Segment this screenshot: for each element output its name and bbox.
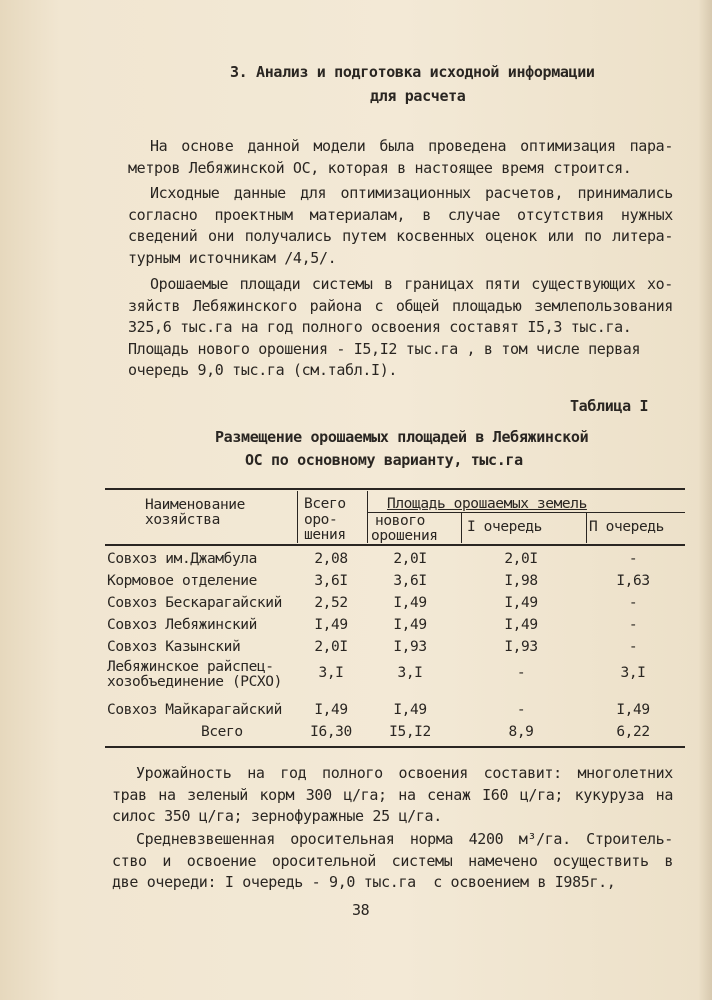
header-name: хозяйства: [145, 512, 220, 528]
row-new: I,93: [393, 639, 427, 655]
row-name: Совхоз Бескарагайский: [107, 595, 282, 611]
paragraph-line: силос 350 ц/га; зернофуражные 25 ц/га.: [112, 807, 442, 825]
row-new: 3,I: [397, 665, 423, 681]
header-new: нового: [375, 513, 425, 529]
row-queue2: 6,22: [616, 724, 650, 740]
column-divider: [297, 491, 298, 543]
column-divider: [586, 513, 587, 543]
header-total: Всего: [304, 496, 346, 512]
paragraph-line: сведений они получались путем косвенных оценок или по литера-: [128, 227, 673, 245]
row-queue1: I,49: [504, 595, 538, 611]
row-new: 2,0I: [393, 551, 427, 567]
row-new: 3,6I: [393, 573, 427, 589]
paragraph-line: трав на зеленый корм 300 ц/га; на сенаж I60 ц/га; кукуруза на: [112, 785, 673, 804]
row-queue1: 2,0I: [504, 551, 538, 567]
row-queue1: -: [516, 702, 526, 718]
table-bottom-rule: [105, 746, 685, 748]
paragraph-line: очередь 9,0 тыс.га (см.табл.I).: [128, 361, 398, 379]
paragraph-line: согласно проектным материалам, в случае отсутствия нужных: [128, 205, 673, 224]
row-queue1: I,93: [504, 639, 538, 655]
row-total: I,49: [314, 702, 348, 718]
header-total: оро-: [304, 512, 338, 528]
header-name: Наименование: [145, 497, 245, 513]
table-row-total: [105, 721, 685, 743]
row-total: 3,6I: [314, 573, 348, 589]
paragraph-2: [128, 183, 673, 269]
paragraph-4: [112, 763, 673, 828]
table-row: [105, 548, 685, 570]
table-row: [105, 614, 685, 636]
table-row: [105, 699, 685, 721]
paragraph-line: На основе данной модели была проведена оптимизация пара-: [150, 137, 673, 155]
row-queue2: -: [628, 551, 638, 567]
paragraph-3: [128, 274, 673, 382]
header-queue1: I очередь: [467, 519, 542, 535]
paragraph-line: метров Лебяжинской ОС, которая в настоящее время строится.: [128, 158, 632, 177]
row-name: Всего: [201, 724, 243, 740]
row-total: I,49: [314, 617, 348, 633]
paragraph-line: 325,6 тыс.га на год полного освоения составят I5,3 тыс.га.: [128, 318, 632, 336]
row-queue2: -: [628, 595, 638, 611]
row-name: Совхоз Лебяжинский: [107, 617, 257, 633]
row-new: I5,I2: [389, 724, 431, 740]
row-total: 3,I: [318, 665, 344, 681]
paragraph-5: [112, 829, 673, 894]
section-heading-line1: 3. Анализ и подготовка исходной информации: [230, 63, 595, 81]
row-queue2: -: [628, 617, 638, 633]
row-queue1: I,49: [504, 617, 538, 633]
paragraph-line: Орошаемые площади системы в границах пяти существующих хо-: [150, 275, 673, 293]
row-total: 2,08: [314, 551, 348, 567]
row-total: 2,0I: [314, 639, 348, 655]
paragraph-1: [128, 136, 673, 179]
table-caption-line1: Размещение орошаемых площадей в Лебяжинской: [215, 428, 589, 446]
table-row: [105, 659, 685, 697]
row-name: Кормовое отделение: [107, 573, 257, 589]
column-divider: [461, 513, 462, 543]
paragraph-line: Площадь нового орошения - I5,I2 тыс.га , в том числе первая: [128, 339, 641, 358]
paragraph-line: Исходные данные для оптимизационных расчетов, принимались: [150, 184, 673, 202]
row-new: I,49: [393, 595, 427, 611]
row-queue2: 3,I: [620, 665, 646, 681]
header-group: Площадь орошаемых земель: [387, 496, 587, 512]
paragraph-line: Средневзвешенная оросительная норма 4200 м³/га. Строитель-: [136, 830, 673, 848]
row-name: Лебяжинское райспец-: [107, 659, 274, 675]
paragraph-line: ство и освоение оросительной системы намечено осуществить в: [112, 851, 673, 870]
section-heading-line2: для расчета: [370, 87, 466, 105]
row-queue1: 8,9: [508, 724, 534, 740]
row-queue2: I,63: [616, 573, 650, 589]
row-new: I,49: [393, 617, 427, 633]
column-divider: [367, 491, 368, 543]
table-top-rule: [105, 488, 685, 490]
paragraph-line: Урожайность на год полного освоения составит: многолетних: [136, 764, 673, 782]
row-name: Совхоз Казынский: [107, 639, 241, 655]
table-row: [105, 592, 685, 614]
row-total: I6,30: [310, 724, 352, 740]
row-total: 2,52: [314, 595, 348, 611]
row-queue1: I,98: [504, 573, 538, 589]
page-number: 38: [352, 901, 370, 919]
header-queue2: П очередь: [589, 519, 664, 535]
header-new: орошения: [371, 528, 438, 544]
row-queue2: -: [628, 639, 638, 655]
header-bottom-rule: [105, 544, 685, 546]
row-name: Совхоз им.Джамбула: [107, 551, 257, 567]
row-name: хозобъединение (РСХО): [107, 674, 282, 690]
row-queue2: I,49: [616, 702, 650, 718]
paragraph-line: турным источникам /4,5/.: [128, 248, 337, 267]
row-queue1: -: [516, 665, 526, 681]
table-label: Таблица I: [570, 397, 649, 415]
row-new: I,49: [393, 702, 427, 718]
paragraph-line: зяйств Лебяжинского района с общей площадью землепользования: [128, 296, 673, 315]
header-total: шения: [304, 527, 346, 543]
table-caption-line2: ОС по основному варианту, тыс.га: [245, 451, 523, 469]
table-row: [105, 570, 685, 592]
row-name: Совхоз Майкарагайский: [107, 702, 282, 718]
paragraph-line: две очереди: I очередь - 9,0 тыс.га с освоением в I985г.,: [112, 873, 616, 891]
table-row: [105, 636, 685, 658]
